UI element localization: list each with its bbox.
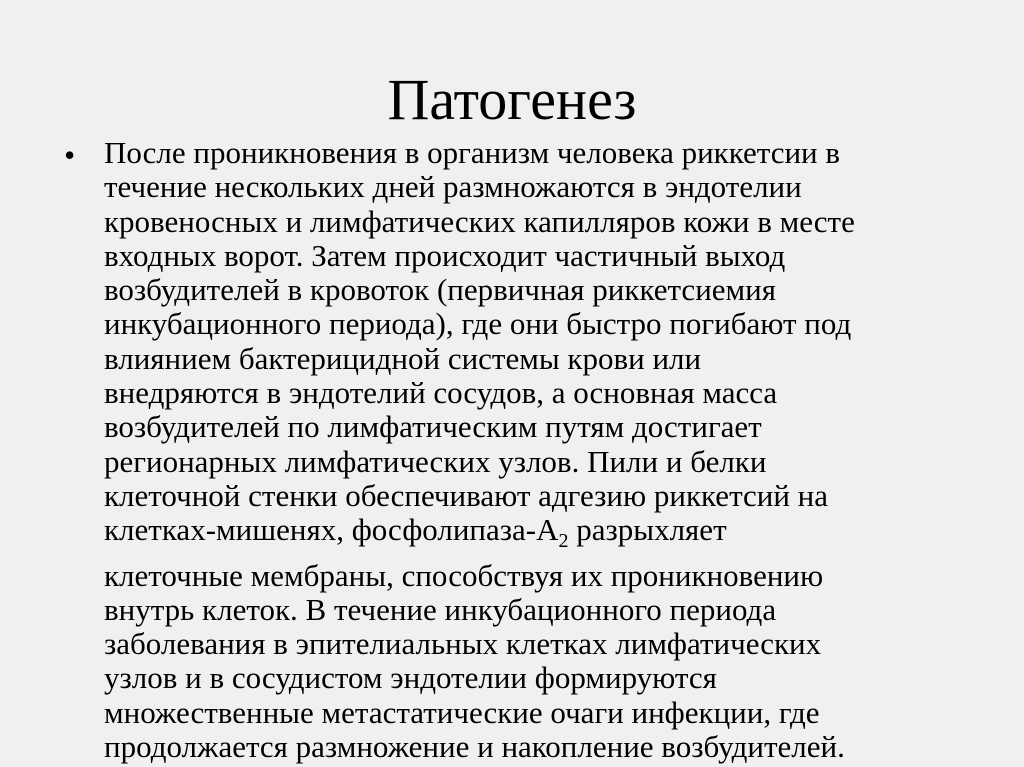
- text-line: узлов и в сосудистом эндотелии формируются: [104, 660, 717, 696]
- text-line: внедряются в эндотелий сосудов, а основная масса: [104, 375, 778, 411]
- text-line-with-subscript: [104, 513, 984, 558]
- text-line-tail: разрыхляет: [568, 512, 727, 548]
- text-line: внутрь клеток. В течение инкубационного периода: [104, 591, 777, 627]
- text-line: кровеносных и лимфатических капилляров кожи в месте: [104, 203, 855, 239]
- text-line: заболевания в эпителиальных клетках лимфатических: [104, 626, 822, 662]
- bullet-text: [104, 136, 984, 764]
- slide-title: Патогенез: [387, 67, 637, 132]
- text-line-head: клетках-мишенях, фосфолипаза-А: [104, 512, 559, 548]
- text-line: регионарных лимфатических узлов. Пили и белки: [104, 443, 767, 479]
- text-line: влиянием бактерицидной системы крови или: [104, 340, 702, 376]
- text-line: возбудителей по лимфатическим путям достигает: [104, 409, 762, 445]
- subscript-text: 2: [558, 530, 569, 553]
- text-line: продолжается размножение и накопление возбудителей.: [104, 729, 845, 765]
- text-line: входных ворот. Затем происходит частичный выход: [104, 237, 786, 273]
- text-line: клеточной стенки обеспечивают адгезию риккетсий на: [104, 477, 829, 513]
- text-line: инкубационного периода), где они быстро погибают под: [104, 306, 852, 342]
- text-line: течение нескольких дней размножаются в эндотелии: [104, 169, 802, 205]
- text-line: возбудителей в кровоток (первичная риккетсиемия: [104, 272, 777, 308]
- text-line: множественные метастатические очаги инфекции, где: [104, 694, 820, 730]
- text-line: После проникновения в организм человека риккетсии в: [104, 135, 841, 170]
- bullet-icon: •: [64, 137, 76, 173]
- text-line: клеточные мембраны, способствуя их проникновению: [104, 557, 824, 593]
